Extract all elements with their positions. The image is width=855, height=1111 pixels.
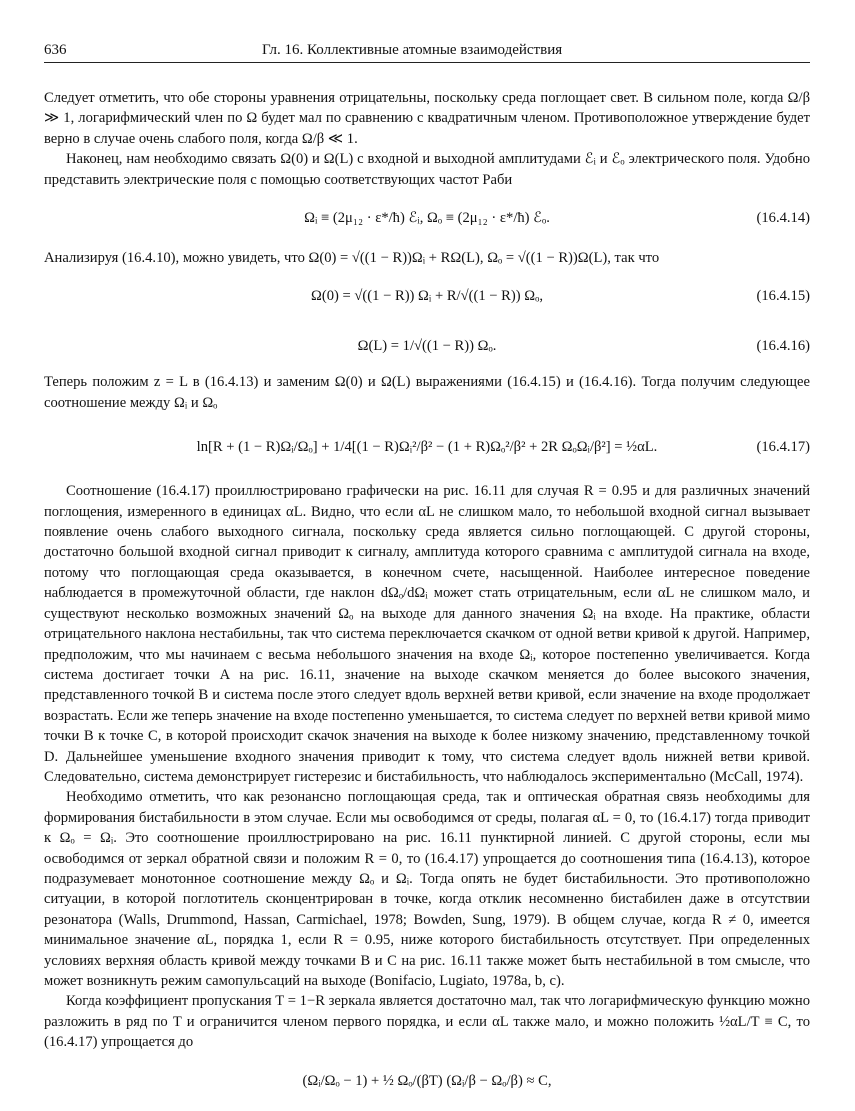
equation-approximation: [44, 1059, 810, 1105]
equation-number: (16.4.15): [756, 288, 810, 305]
equation-16-4-15: [44, 274, 810, 320]
paragraph-2: Наконец, нам необходимо связать Ω(0) и Ω(L) с входной и выходной амплитудами ℰᵢ и ℰₒ электрического поля. Удобно представить электрические поля с помощью соответствующих частот Раби: [44, 151, 810, 188]
paragraph-6: Необходимо отметить, что как резонансно поглощающая среда, так и оптическая обратная связь необходимы для формирования бистабильности в этом случае. Если мы освободимся от среды, полагая αL = 0, то (16.4.17) тогда приводит к Ωₒ = Ωᵢ. Это соотношение проиллюстрировано на рис. 16.11 пунктирной линией. С другой стороны, если мы освободимся от зеркал обратной связи и положим R = 0, то (16.4.17) упрощается до соотношения типа (16.4.13), которое подразумевает монотонное соотношение между Ωₒ и Ωᵢ. Тогда опять не будет бистабильности. Это противоположно ситуации, в которой поглотитель сконцентрирован в точке, когда отклик несомненно бистабилен даже в отсутствии резонатора (Walls, Drummond, Hassan, Carmichael, 1978; Bowden, Sung, 1979). В общем случае, когда R ≠ 0, имеется минимальное значение αL, порядка 1, если R = 0.95, ниже которого бистабильность отсутствует. При определенных условиях верхняя область кривой между точками B и C на рис. 16.11 также может быть нестабильной в том смысле, что может возникнуть режим самопульсаций на выходе (Bonifacio, Lugiato, 1978a, b, c).: [44, 789, 810, 989]
equation-number: (16.4.17): [756, 439, 810, 456]
page-number: 636: [44, 42, 67, 58]
page-header: [44, 40, 810, 63]
equation-body: Ωᵢ ≡ (2μ₁₂ · ε*/ħ) ℰᵢ, Ωₒ ≡ (2μ₁₂ · ε*/ħ) ℰₒ.: [304, 210, 550, 227]
page-body: [44, 88, 810, 1111]
equation-body: (Ωᵢ/Ωₒ − 1) + ½ Ωₒ/(βT) (Ωᵢ/β − Ωₒ/β) ≈ C,: [302, 1072, 552, 1089]
paragraph-4: Теперь положим z = L в (16.4.13) и заменим Ω(0) и Ω(L) выражениями (16.4.15) и (16.4.16). Тогда получим следующее соотношение между Ωᵢ и Ωₒ: [44, 374, 810, 411]
equation-16-4-17: [44, 419, 810, 475]
equation-body: Ω(0) = √((1 − R)) Ωᵢ + R/√((1 − R)) Ωₒ,: [311, 288, 543, 305]
equation-number: (16.4.16): [756, 338, 810, 355]
paragraph-1: Следует отметить, что обе стороны уравнения отрицательны, поскольку среда поглощает свет. В сильном поле, когда Ω/β ≫ 1, логарифмический член по Ω будет мал по сравнению с квадратичным членом. Противоположное утверждение будет верно в случае очень слабого поля, когда Ω/β ≪ 1.: [44, 90, 810, 147]
equation-body: Ω(L) = 1/√((1 − R)) Ωₒ.: [357, 338, 497, 355]
equation-number: (16.4.14): [756, 210, 810, 227]
equation-16-4-16: [44, 326, 810, 366]
paragraph-7: Когда коэффициент пропускания T = 1−R зеркала является достаточно мал, так что логарифмическую функцию можно разложить в ряд по T и ограничится членом первого порядка, и если αL также мало, и можно положить ½αL/T ≡ C, то (16.4.17) упрощается до: [44, 993, 810, 1051]
paragraph-3: Анализируя (16.4.10), можно увидеть, что Ω(0) = √((1 − R))Ωᵢ + RΩ(L), Ωₒ = √((1 − R))Ω(L), так что: [44, 250, 660, 267]
paragraph-5: Соотношение (16.4.17) проиллюстрировано графически на рис. 16.11 для случая R = 0.95 и для различных значений поглощения, измеренного в единицах αL. Видно, что если αL не слишком мало, то небольшой входной сигнал вызывает появление очень слабого выходного сигнала, поскольку среда является сильно поглощающей. С другой стороны, достаточно большой входной сигнал приводит к сигналу, амплитуда которого сравнима с амплитудой сигнала на входе, потому что поглощающая среда оказывается, в конечном счете, насыщенной. Наиболее интересное поведение наблюдается в промежуточной области, где наклон dΩₒ/dΩᵢ может стать отрицательным, если αL не слишком мало, и существуют несколько возможных значений Ωₒ на выходе для данного значения Ωᵢ на входе. На практике, области отрицательного наклона нестабильны, так что система переключается скачком от одной ветви кривой к другой. Например, предположим, что мы начинаем с весьма небольшого значения на входе Ωᵢ, которое постепенно увеличивается. Когда система достигает точки A на рис. 16.11, значение на выходе скачком меняется до более высокого значения, представленного точкой B и система после этого следует вдоль верхней ветви кривой, если значение на входе продолжает возрастать. Если же теперь значение на входе постепенно уменьшается, то система следует по верхней ветви кривой мимо точки B к точке C, в которой происходит скачок значения на выходе к более низкому значению, представленному точкой D. Дальнейшее уменьшение входного значения приводит к тому, что система следует вдоль нижней ветви кривой. Следовательно, система демонстрирует гистерезис и бистабильность, что наблюдалось экспериментально (McCall, 1974).: [44, 483, 810, 785]
equation-16-4-14: [44, 196, 810, 242]
equation-body: ln[R + (1 − R)Ωᵢ/Ωₒ] + 1/4[(1 − R)Ωᵢ²/β² − (1 + R)Ωₒ²/β² + 2R ΩₒΩᵢ/β²] = ½αL.: [196, 439, 658, 456]
running-title: Гл. 16. Коллективные атомные взаимодействия: [262, 42, 563, 58]
